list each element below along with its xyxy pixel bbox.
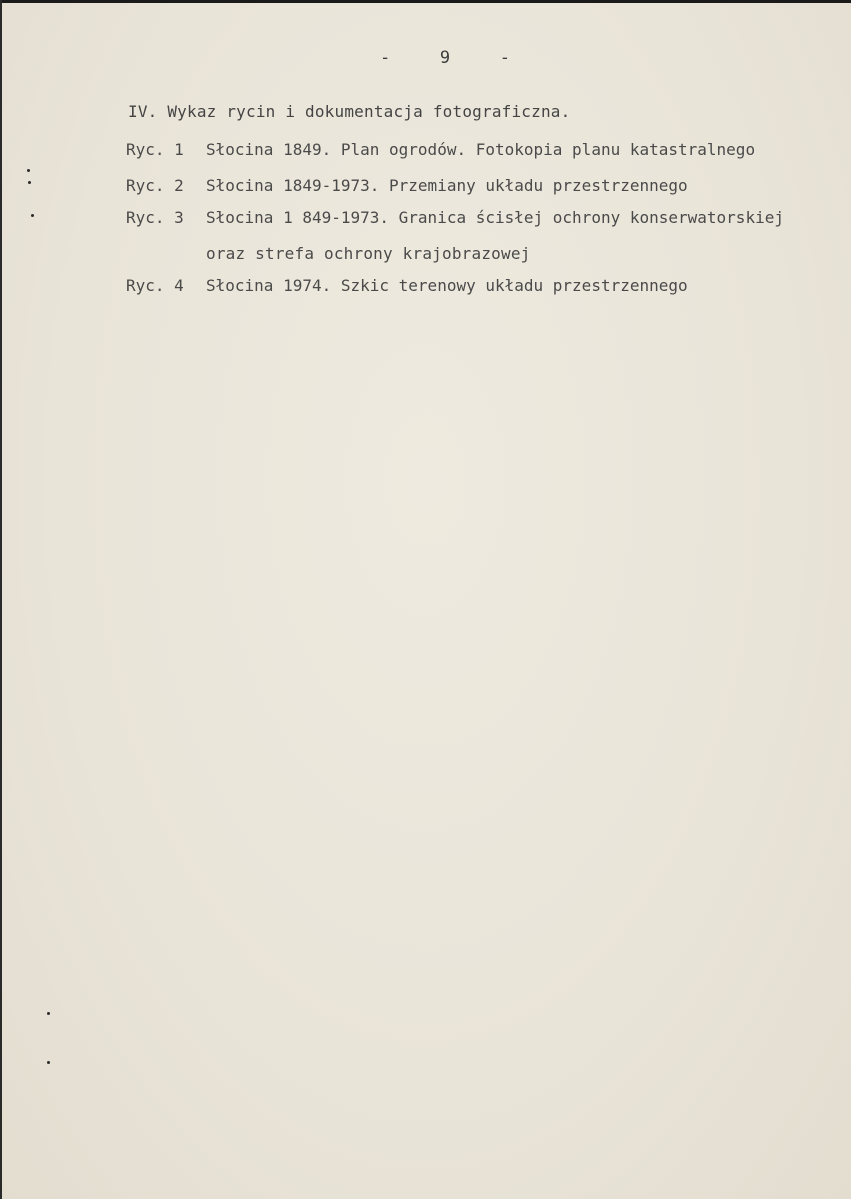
figure-label: Ryc. 1 [126,140,184,159]
figure-label: Ryc. 2 [126,176,184,195]
figure-description: Słocina 1849. Plan ogrodów. Fotokopia planu katastralnego [206,140,756,159]
margin-speck [47,1012,50,1015]
figure-label: Ryc. 4 [126,276,184,295]
page-number-dash-right: - [499,48,510,68]
page-number-dash-left: - [380,48,391,68]
section-heading: IV. Wykaz rycin i dokumentacja fotograficzna. [128,102,571,121]
margin-speck [27,169,30,172]
margin-speck [31,214,34,217]
margin-speck [47,1061,50,1064]
figure-label: Ryc. 3 [126,208,184,227]
scan-top-edge [0,0,851,3]
figure-description: Słocina 1849-1973. Przemiany układu przestrzennego [206,176,688,195]
page-number-value: 9 [439,48,451,68]
figure-description-continuation: oraz strefa ochrony krajobrazowej [206,244,531,263]
figure-description: Słocina 1974. Szkic terenowy układu przestrzennego [206,276,688,295]
scan-left-edge [0,0,2,1199]
page-number [380,48,510,68]
margin-speck [28,181,31,184]
figure-description: Słocina 1 849-1973. Granica ścisłej ochrony konserwatorskiej [206,208,784,227]
